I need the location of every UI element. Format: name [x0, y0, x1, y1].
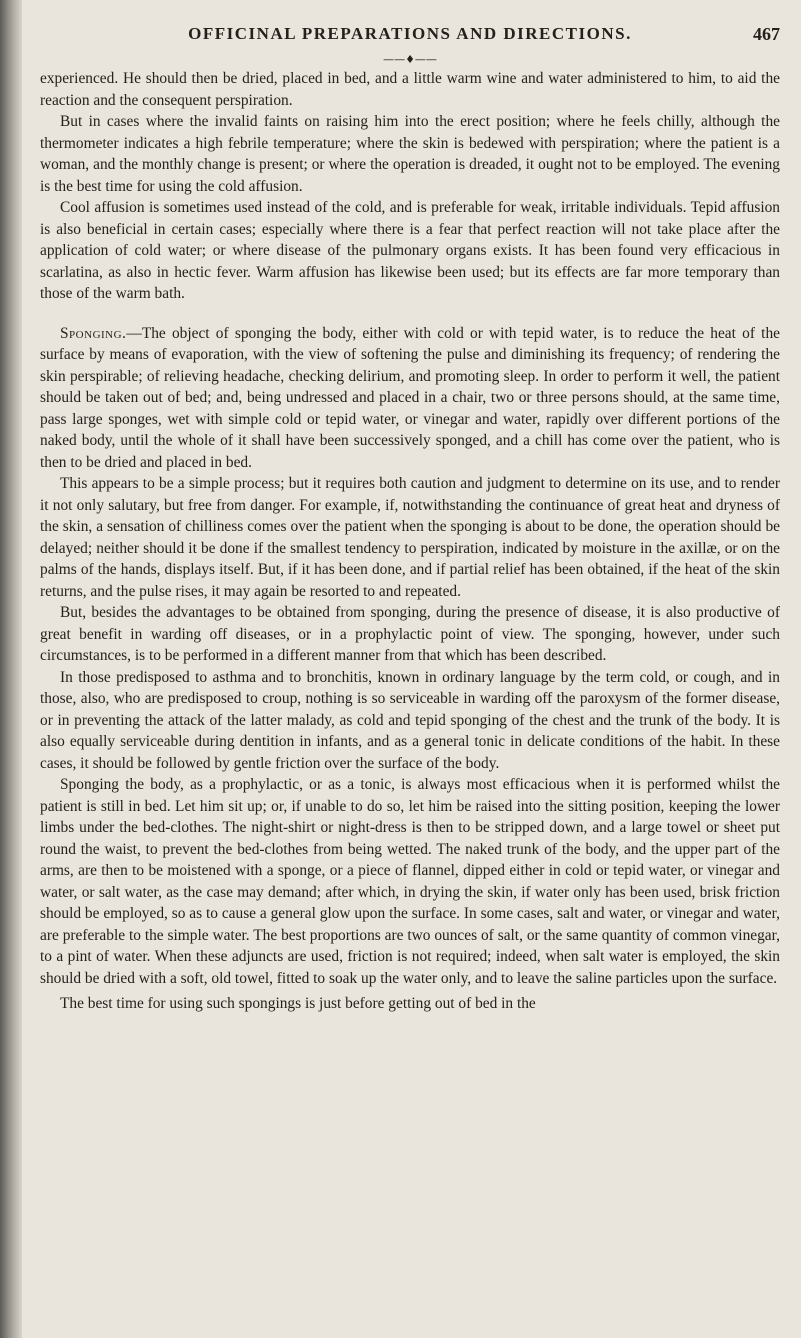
paragraph-9: The best time for using such spongings is just before getting out of bed in the: [60, 995, 536, 1012]
book-binding-edge: [0, 0, 22, 1338]
running-title: OFFICINAL PREPARATIONS AND DIRECTIONS.: [188, 24, 632, 43]
paragraph-5: This appears to be a simple process; but it requires both caution and judgment to determine on its use, and to render it not only salutary, but free from danger. For example, if, notwithstanding the continuance of great heat and dryness of the skin, a sensation of chilliness comes over the patient when the sponging is about to be done, the operation should be delayed; neither should it be done if the smallest tendency to perspiration, indicated by moisture in the axillæ, or on the palms of the hands, displays itself. But, if it has been done, and if partial relief has been obtained, if the heat of the skin returns, and the pulse rises, it may again be resorted to and repeated.: [40, 475, 780, 600]
section-heading-sponging: Sponging.: [60, 324, 127, 342]
book-page: [40, 24, 780, 1324]
header-ornament: ——♦——: [383, 53, 437, 66]
paragraph-2: But in cases where the invalid faints on raising him into the erect position; where he feels chilly, although the thermometer indicates a high febrile temperature; where the skin is bedewed with perspiration; where the patient is a woman, and the monthly change is present; or where the operation is dreaded, it ought not to be employed. The evening is the best time for using the cold affusion.: [40, 113, 780, 195]
paragraph-sponging: Sponging.—The object of sponging the body, either with cold or with tepid water, is to reduce the heat of the surface by means of evaporation, with the view of softening the pulse and diminishing its frequency; of rendering the skin perspirable; of relieving headache, checking delirium, and promoting sleep. In order to perform it well, the patient should be taken out of bed; and, being undressed and placed in a chair, two or three persons should, at the same time, pass large sponges, wet with simple cold or tepid water, or vinegar and water, rapidly over different portions of the naked body, until the whole of it shall have been successively sponged, and a chill has come over the patient, who is then to be dried and placed in bed.: [40, 324, 780, 471]
paragraph-3: Cool affusion is sometimes used instead of the cold, and is preferable for weak, irritable individuals. Tepid affusion is also beneficial in certain cases; especially where there is a fear that perfect reaction will not take place after the application of cold water; or where disease of the pulmonary organs exists. It has been found very efficacious in scarlatina, as also in hectic fever. Warm affusion has likewise been used; but its effects are far more temporary than those of the warm bath.: [40, 199, 780, 302]
paragraph-8: Sponging the body, as a prophylactic, or as a tonic, is always most efficacious when it is performed whilst the patient is still in bed. Let him sit up; or, if unable to do so, let him be raised into the sitting position, keeping the lower limbs under the bed-clothes. The night-shirt or night-dress is then to be stripped down, and a large towel or sheet put round the waist, to prevent the bed-clothes from being wetted. The naked trunk of the body, and the upper part of the arms, are then to be moistened with a sponge, or a piece of flannel, dipped either in cold or tepid water, or vinegar and water, or salt water, as the case may demand; after which, in drying the skin, if water only has been used, brisk friction should be employed, so as to cause a general glow upon the surface. In some cases, salt and water, or vinegar and water, are preferable to the simple water. The best proportions are two ounces of salt, or the same quantity of common vinegar, to a pint of water. When these adjuncts are used, friction is not required; indeed, when salt water is employed, the skin should be dried with a soft, old towel, fitted to soak up the water only, and to leave the saline particles upon the surface.: [40, 776, 780, 987]
section-gap: [40, 305, 780, 323]
page-header: [40, 24, 780, 58]
paragraph-7: In those predisposed to asthma and to bronchitis, known in ordinary language by the term cold, or cough, and in those, also, who are predisposed to croup, nothing is so serviceable in warding off the paroxysm of the former disease, or in preventing the attack of the latter malady, as cold and tepid sponging of the chest and the trunk of the body. It is also equally serviceable during dentition in infants, and as a general tonic in delicate conditions of the habit. In these cases, it should be followed by gentle friction over the surface of the body.: [40, 668, 780, 772]
paragraph-6: But, besides the advantages to be obtained from sponging, during the presence of disease, it is also productive of great benefit in warding off diseases, or in a prophylactic point of view. The sponging, however, under such circumstances, is to be performed in a different manner from that which has been described.: [40, 604, 780, 664]
page-number: 467: [753, 24, 780, 44]
paragraph-1: experienced. He should then be dried, placed in bed, and a little warm wine and water administered to him, to aid the reaction and the consequent perspiration.: [40, 70, 780, 109]
